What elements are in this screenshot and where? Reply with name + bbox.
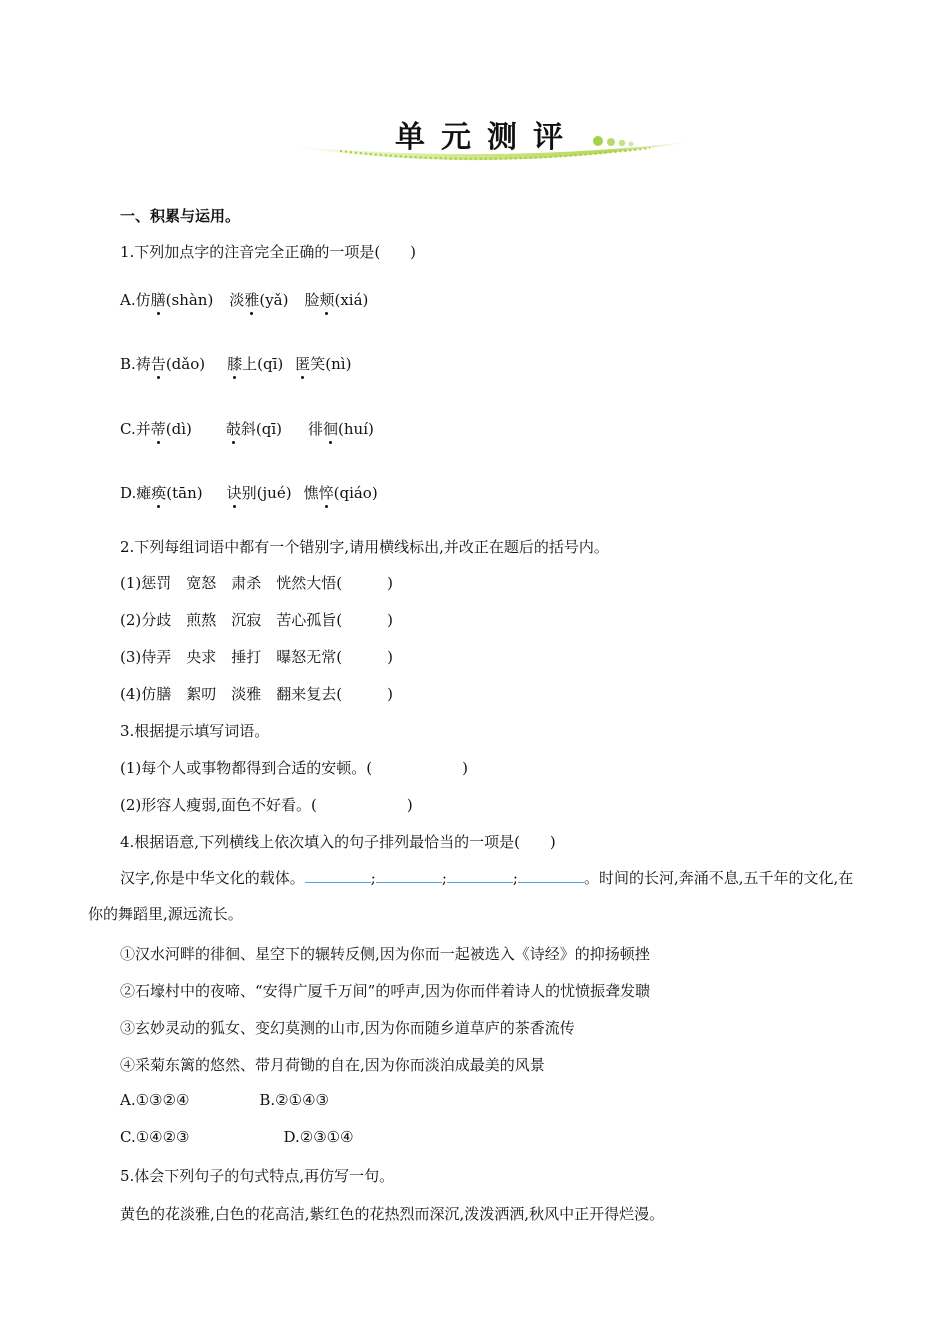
- question-3-item: (1)每个人或事物都得到合适的安顿。( ): [120, 759, 468, 777]
- option-label: B.: [120, 355, 136, 373]
- option-d: D.②③①④: [283, 1128, 354, 1146]
- question-1-option-a: A.仿膳(shàn) 淡雅(yǎ) 脸颊(xiá): [120, 291, 369, 309]
- option-label: C.: [120, 420, 136, 438]
- dotted-char: 悴: [318, 484, 334, 502]
- fill-blank-line: [447, 868, 513, 883]
- question-4-options-row-1: [120, 1090, 329, 1110]
- page-title: 单元测评: [395, 120, 579, 155]
- question-3-item: (2)形容人瘦弱,面色不好看。( ): [120, 796, 413, 814]
- question-3-stem: 3.根据提示填写词语。: [120, 722, 270, 740]
- dotted-char: 痪: [151, 484, 167, 502]
- dotted-char: 膳: [150, 291, 166, 309]
- fill-blank-line: [305, 868, 371, 883]
- option-label: A.: [120, 291, 136, 309]
- question-4-stem: 4.根据语意,下列横线上依次填入的句子排列最恰当的一项是( ): [120, 833, 556, 851]
- question-4-sentence: ④采菊东篱的悠然、带月荷锄的自在,因为你而淡泊成最美的风景: [120, 1056, 545, 1074]
- fill-blank-line: [518, 868, 584, 883]
- question-2-item: (1)惩罚 宽怒 肃杀 恍然大悟( ): [120, 574, 393, 592]
- fill-blank-line: [376, 868, 442, 883]
- dotted-char: 诀: [226, 484, 242, 502]
- dotted-char: 颊: [319, 291, 335, 309]
- question-5-stem: 5.体会下列句子的句式特点,再仿写一句。: [120, 1167, 395, 1185]
- option-label: D.: [120, 484, 137, 502]
- unit-header-banner: [280, 104, 700, 174]
- dotted-char: 雅: [244, 291, 260, 309]
- dotted-char: 攲: [225, 420, 241, 438]
- option-a: A.①③②④: [120, 1091, 190, 1109]
- question-2-stem: 2.下列每组词语中都有一个错别字,请用横线标出,并改正在题后的括号内。: [120, 538, 609, 556]
- dotted-char: 膝: [227, 355, 243, 373]
- question-4-sentence: ①汉水河畔的徘徊、星空下的辗转反侧,因为你而一起被选入《诗经》的抑扬顿挫: [120, 945, 650, 963]
- question-2-item: (2)分歧 煎熬 沉寂 苦心孤旨( ): [120, 611, 393, 629]
- question-4-sentence: ②石壕村中的夜啼、“安得广厦千万间”的呼声,因为你而伴着诗人的忧愤振聋发聩: [120, 982, 651, 1000]
- question-4-sentence: ③玄妙灵动的狐女、变幻莫测的山市,因为你而随乡道草庐的茶香流传: [120, 1019, 575, 1037]
- question-1-stem: 1.下列加点字的注音完全正确的一项是( ): [120, 243, 417, 261]
- dotted-char: 徊: [323, 420, 339, 438]
- question-1-option-d: D.瘫痪(tān) 诀别(jué) 憔悴(qiáo): [120, 484, 378, 502]
- question-2-item: (4)仿膳 絮叨 淡雅 翻来复去( ): [120, 685, 393, 703]
- option-b: B.②①④③: [259, 1091, 329, 1109]
- dotted-char: 蒂: [150, 420, 166, 438]
- option-c: C.①④②③: [120, 1128, 190, 1146]
- question-1-option-b: B.祷告(dǎo) 膝上(qī) 匿笑(nì): [120, 355, 352, 373]
- question-5-example: 黄色的花淡雅,白色的花高洁,紫红色的花热烈而深沉,泼泼洒洒,秋风中正开得烂漫。: [120, 1205, 665, 1223]
- dotted-char: 告: [150, 355, 166, 373]
- question-4-passage: 汉字,你是中华文化的载体。 ; ; ; 。时间的长河,奔涌不息,五千年的文化,在你的舞蹈里,源远流长。: [88, 869, 854, 923]
- question-4-options-row-2: [120, 1127, 354, 1147]
- dotted-char: 匿: [295, 355, 311, 373]
- section-heading: 一、积累与运用。: [120, 207, 241, 225]
- question-2-item: (3)侍弄 央求 捶打 曝怒无常( ): [120, 648, 393, 666]
- question-1-option-c: C.并蒂(dì) 攲斜(qī) 徘徊(huí): [120, 420, 374, 438]
